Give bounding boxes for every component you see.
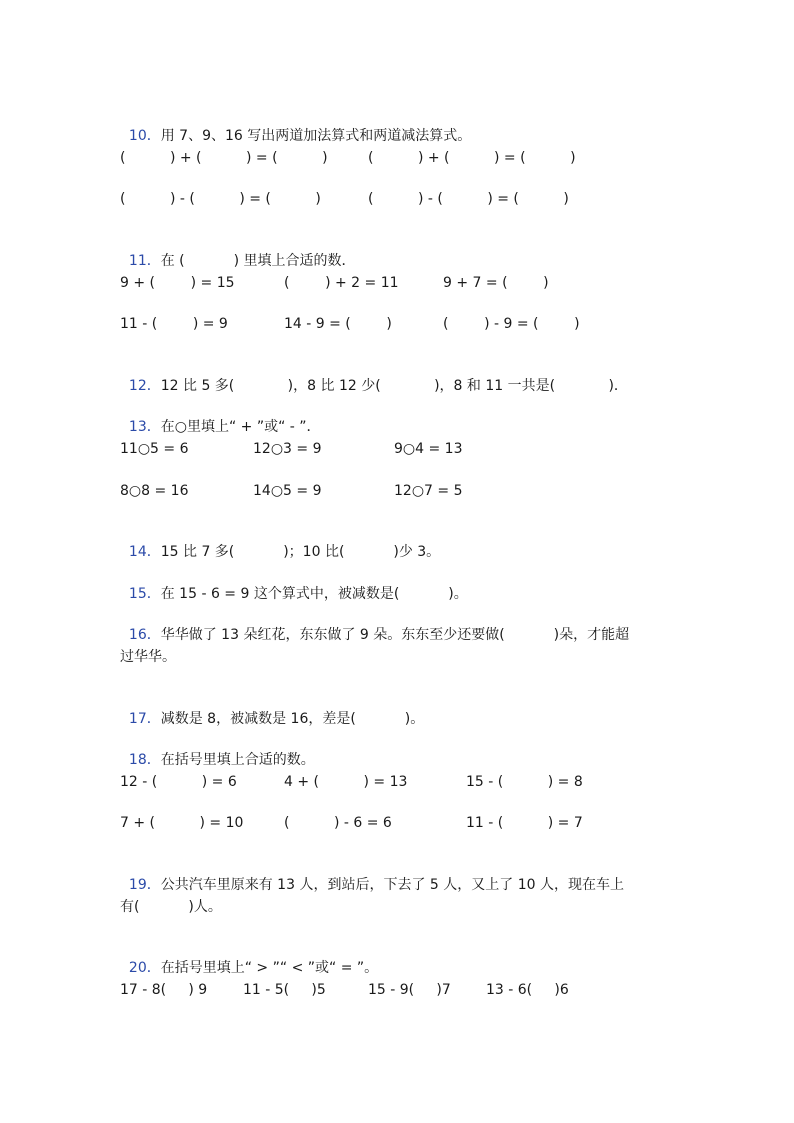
question-11 bbox=[120, 231, 356, 269]
equation-blank: 7 + ( ) = 10 bbox=[120, 815, 244, 831]
question-number: 12． bbox=[128, 378, 161, 394]
equation-blank: 9 + ( ) = 15 bbox=[120, 275, 235, 291]
equation-blank: 12 - ( ) = 6 bbox=[120, 774, 237, 790]
question-text: 公共汽车里原来有 13 人，到站后，下去了 5 人，又上了 10 人，现在车上 bbox=[160, 877, 624, 893]
equation-blank: ( ) + ( ) = ( ) bbox=[368, 150, 576, 166]
question-number: 16． bbox=[128, 627, 161, 643]
question-number: 13． bbox=[128, 419, 161, 435]
comparison-blank: 13 - 6( )6 bbox=[486, 982, 569, 998]
equation-blank: 14○5 = 9 bbox=[253, 483, 322, 499]
comparison-blank: 11 - 5( )5 bbox=[243, 982, 326, 998]
question-12 bbox=[120, 356, 628, 394]
question-16 bbox=[120, 605, 630, 643]
question-15 bbox=[120, 564, 468, 602]
question-text: 华华做了 13 朵红花，东东做了 9 朵。东东至少还要做( )朵，才能超 bbox=[160, 627, 630, 643]
equation-blank: 15 - ( ) = 8 bbox=[466, 774, 583, 790]
question-text: 用 7、9、16 写出两道加法算式和两道减法算式。 bbox=[160, 128, 472, 144]
question-number: 18． bbox=[128, 752, 161, 768]
equation-blank: ( ) - ( ) = ( ) bbox=[368, 191, 569, 207]
question-10 bbox=[120, 106, 472, 144]
question-text: 15 比 7 多( )；10 比( )少 3。 bbox=[160, 544, 441, 560]
comparison-blank: 17 - 8( ) 9 bbox=[120, 982, 208, 998]
equation-blank: 9○4 = 13 bbox=[394, 441, 463, 457]
question-19-continued: 有( )人。 bbox=[120, 899, 222, 915]
question-text: 减数是 8，被减数是 16，差是( )。 bbox=[160, 711, 425, 727]
equation-blank: ( ) - 6 = 6 bbox=[284, 815, 392, 831]
question-text: 12 比 5 多( )，8 比 12 少( )，8 和 11 一共是( )． bbox=[160, 378, 628, 394]
equation-blank: 11 - ( ) = 7 bbox=[466, 815, 583, 831]
question-17 bbox=[120, 689, 425, 727]
question-number: 15． bbox=[128, 586, 161, 602]
equation-blank: 4 + ( ) = 13 bbox=[284, 774, 408, 790]
question-18 bbox=[120, 730, 315, 768]
question-text: 在括号里填上“ > ”“ < ”或“ = ”。 bbox=[160, 960, 379, 976]
question-number: 14． bbox=[128, 544, 161, 560]
question-13 bbox=[120, 397, 321, 435]
question-text: 在 15 - 6 = 9 这个算式中，被减数是( )。 bbox=[160, 586, 468, 602]
equation-blank: ( ) - 9 = ( ) bbox=[443, 316, 580, 332]
equation-blank: 12○3 = 9 bbox=[253, 441, 322, 457]
question-number: 17． bbox=[128, 711, 161, 727]
equation-blank: 14 - 9 = ( ) bbox=[284, 316, 392, 332]
question-14 bbox=[120, 522, 441, 560]
equation-blank: ( ) - ( ) = ( ) bbox=[120, 191, 321, 207]
comparison-blank: 15 - 9( )7 bbox=[368, 982, 451, 998]
question-number: 11． bbox=[128, 253, 161, 269]
equation-blank: 11 - ( ) = 9 bbox=[120, 316, 228, 332]
question-text: 在 ( ) 里填上合适的数． bbox=[160, 253, 356, 269]
question-20 bbox=[120, 938, 379, 976]
equation-blank: ( ) + ( ) = ( ) bbox=[120, 150, 328, 166]
question-19 bbox=[120, 855, 624, 893]
question-16-continued: 过华华。 bbox=[120, 649, 176, 665]
equation-blank: 8○8 = 16 bbox=[120, 483, 189, 499]
question-number: 10． bbox=[128, 128, 161, 144]
equation-blank: 11○5 = 6 bbox=[120, 441, 189, 457]
equation-blank: 9 + 7 = ( ) bbox=[443, 275, 549, 291]
question-text: 在○里填上“ + ”或“ - ”． bbox=[160, 419, 321, 435]
equation-blank: ( ) + 2 = 11 bbox=[284, 275, 399, 291]
question-text: 在括号里填上合适的数。 bbox=[160, 752, 315, 768]
question-number: 20． bbox=[128, 960, 161, 976]
question-number: 19． bbox=[128, 877, 161, 893]
equation-blank: 12○7 = 5 bbox=[394, 483, 463, 499]
